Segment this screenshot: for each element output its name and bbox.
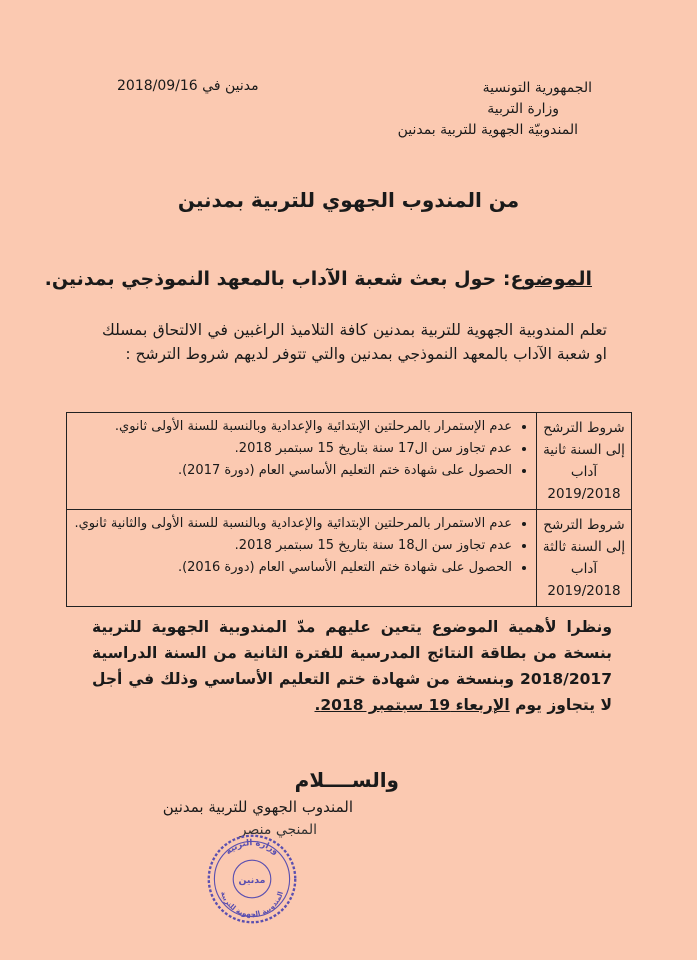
svg-text:وزارة التربية	[223, 837, 281, 857]
regional-office-line: المندوبيّة الجهوية للتربية بمدنين	[397, 122, 578, 138]
subject-text: : حول بعث شعبة الآداب بالمعهد النموذجي بمدنين.	[44, 268, 511, 290]
conditions-table	[66, 412, 632, 607]
label-line: إلى السنة ثالثة	[542, 539, 626, 555]
label-line: شروط الترشح	[543, 420, 625, 436]
sender-line: من المندوب الجهوي للتربية بمدنين	[177, 188, 520, 212]
intro-paragraph: تعلم المندوبية الجهوية للتربية بمدنين كافة التلاميذ الراغبين في الالتحاق بمسلك او شعبة الآداب بالمعهد النموذجي بمدنين والتي تتوفر لديهم شروط الترشح :	[102, 321, 607, 363]
row-label	[537, 413, 632, 510]
place-date: مدنين في 2018/09/16	[117, 78, 259, 94]
label-line: آداب	[570, 464, 598, 480]
list-item: • الحصول على شهادة ختم التعليم الأساسي العام (دورة 2016).	[73, 557, 512, 579]
stamp-top-text: وزارة التربية	[223, 837, 281, 857]
signatory-name: المنجي منصر	[239, 822, 317, 838]
stamp-center-text: مدنين	[238, 874, 266, 886]
table-row	[67, 413, 632, 510]
subject-label: الموضوع	[510, 268, 592, 290]
conditions-list	[73, 416, 528, 482]
signatory-title: المندوب الجهوي للتربية بمدنين	[162, 798, 353, 816]
closing-paragraph	[92, 614, 612, 718]
deadline: الإربعاء 19 سبتمبر 2018.	[314, 696, 510, 714]
row-label	[537, 510, 632, 607]
ministry-line: وزارة التربية	[487, 101, 559, 117]
salutation: والســــلام	[294, 768, 399, 792]
closing-text: ونظرا لأهمية الموضوع يتعين عليهم مدّ المندوبية الجهوية للتربية بنسخة من بطاقة النتائج المدرسية للفترة الثانية من السنة الدراسية 2018/2017 وبنسخة من شهادة ختم التعليم الأساسي وذلك في أجل لا يتجاوز يوم	[92, 618, 612, 714]
conditions-list	[73, 513, 528, 579]
subject-line	[45, 268, 592, 290]
letterhead	[398, 78, 592, 141]
stamp-bottom-text: المندوبية الجهوية للتربية	[218, 890, 285, 919]
conditions-list-cell	[67, 510, 537, 607]
conditions-list-cell	[67, 413, 537, 510]
label-line: 2019/2018	[547, 486, 621, 502]
list-item: • عدم الاستمرار بالمرحلتين الإبتدائية والإعدادية وبالنسبة للسنة الأولى والثانية ثانوي.	[73, 513, 512, 535]
republic-line: الجمهورية التونسية	[482, 80, 592, 96]
list-item: • عدم الإستمرار بالمرحلتين الإبتدائية والإعدادية وبالنسبة للسنة الأولى ثانوي.	[73, 416, 512, 438]
official-stamp	[205, 832, 299, 926]
list-item: • عدم تجاوز سن ال18 سنة بتاريخ 15 سبتمبر 2018.	[73, 535, 512, 557]
table-row	[67, 510, 632, 607]
label-line: آداب	[570, 561, 598, 577]
label-line: شروط الترشح	[543, 517, 625, 533]
list-item: • الحصول على شهادة ختم التعليم الأساسي العام (دورة 2017).	[73, 460, 512, 482]
label-line: إلى السنة ثانية	[543, 442, 625, 458]
list-item: • عدم تجاوز سن ال17 سنة بتاريخ 15 سبتمبر 2018.	[73, 438, 512, 460]
label-line: 2019/2018	[547, 583, 621, 599]
